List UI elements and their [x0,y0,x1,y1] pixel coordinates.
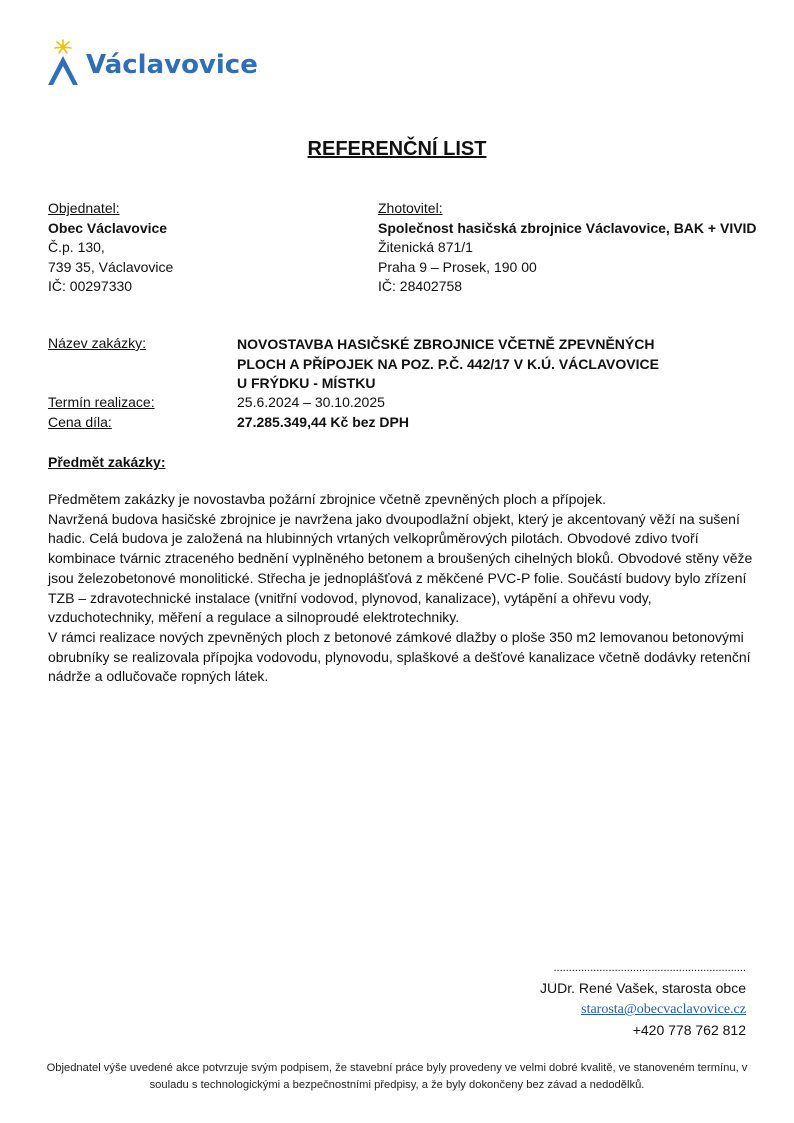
subject-heading: Předmět zakázky: [48,454,166,470]
contractor-heading: Zhotovitel: [378,200,443,216]
project-name-label: Název zakázky: [48,335,147,351]
contractor-address-line: Praha 9 – Prosek, 190 00 [378,258,537,275]
logo-text: Václavovice [86,50,258,80]
contractor-name: Společnost hasičská zbrojnice Václavovice, BAK + VIVID [378,219,757,236]
subject-paragraph: Předmětem zakázky je novostavba požární zbrojnice včetně zpevněných ploch a přípojek. [48,491,606,507]
signature-block [540,958,746,1040]
term-value: 25.6.2024 – 30.10.2025 [237,394,385,410]
municipality-logo [46,38,286,88]
document-title: REFERENČNÍ LIST [307,138,487,160]
client-name: Obec Václavovice [48,219,168,236]
project-name-line: PLOCH A PŘÍPOJEK NA POZ. P.Č. 442/17 V K.Ú. VÁCLAVOVICE [237,355,659,372]
subject-paragraph: Navržená budova hasičské zbrojnice je navržena jako dvoupodlažní objekt, který je akcentovaný věží na sušení hadic. Celá budova je založená na hlubinných vrtaných velkoprůměrových pilotách. Obvodové zdivo tvoří kombinace tvárnic ztraceného bednění vyplněného betonem a broušených cihelných bloků. Obvodové stěny věže jsou železobetonové monolitické. Střecha je jednoplášťová z měkčené PVC-P folie. Součástí budovy bylo zřízení TZB – zdravotechnické instalace (vnitřní vodovod, plynovod, kanalizace), vytápění a ohřevu vody, vzduchotechniky, měření a regulace a silnoproudé elektrotechniky. [48,510,753,626]
contractor-address-line: Žitenická 871/1 [378,239,473,256]
price-label: Cena díla: [48,414,112,430]
project-name-line: NOVOSTAVBA HASIČSKÉ ZBROJNICE VČETNĚ ZPEVNĚNÝCH [237,336,655,352]
client-heading: Objednatel: [48,200,120,216]
client-address-line: 739 35, Václavovice [48,258,174,275]
email-link[interactable]: starosta@obecvaclavovice.cz [581,1002,746,1017]
contractor-block [378,199,768,297]
client-block [48,199,348,297]
term-label: Termín realizace: [48,394,155,410]
confirmation-footer: Objednatel výše uvedené akce potvrzuje svým podpisem, že stavební práce byly provedeny ve velmi dobré kvalitě, ve stanoveném termínu, v souladu s technologickými a bezpečnostními předpisy, a že byly dokončeny bez závad a nedodělků. [46,1062,748,1091]
signatory-name: JUDr. René Vašek, starosta obce [540,980,746,996]
client-id: IČ: 00297330 [48,278,133,295]
project-name [237,335,707,394]
subject-description [48,490,758,687]
phone-number: +420 778 762 812 [632,1022,746,1038]
subject-paragraph: V rámci realizace nových zpevněných ploch z betonové zámkové dlažby o ploše 350 m2 lemovanou betonovými obrubníky se realizovala přípojka vodovodu, plynovodu, splaškové a dešťové kanalizace včetně dodávky retenční nádrže a odlučovače ropných látek. [48,628,751,685]
project-name-line: U FRÝDKU - MÍSTKU [237,375,376,392]
logo-emblem-icon [46,38,86,88]
client-address-line: Č.p. 130, [48,239,105,256]
price-value: 27.285.349,44 Kč bez DPH [237,414,409,430]
contractor-id: IČ: 28402758 [378,278,463,295]
signature-line: ............................................................... [553,962,746,974]
